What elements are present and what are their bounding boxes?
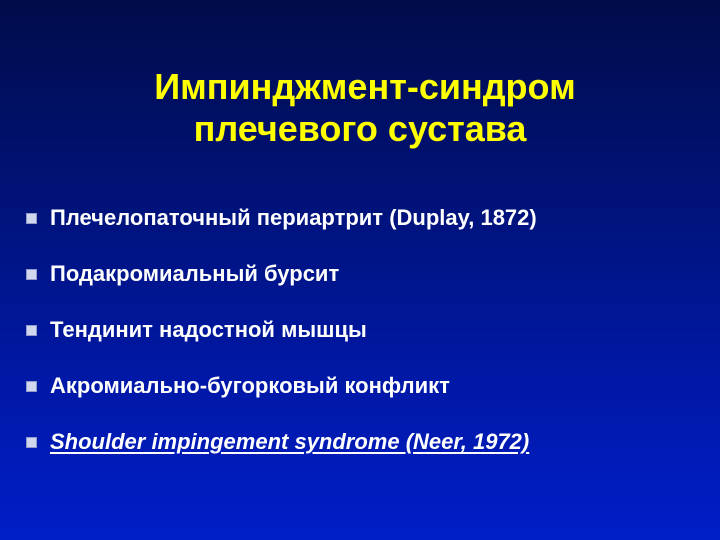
slide-title (0, 66, 720, 150)
square-bullet-icon (26, 381, 37, 392)
bullet-item-tendinitis (26, 302, 716, 358)
bullet-item-neer[interactable] (26, 414, 716, 470)
bullet-item-bursitis (26, 246, 716, 302)
bullet-list (26, 190, 716, 470)
bullet-text: Тендинит надостной мышцы (50, 317, 367, 342)
bullet-text: Акромиально-бугорковый конфликт (50, 373, 450, 398)
slide-title-line-2: плечевого сустава (193, 108, 527, 149)
bullet-item-conflict (26, 358, 716, 414)
bullet-item-duplay (26, 190, 716, 246)
square-bullet-icon (26, 269, 37, 280)
bullet-link-text[interactable]: Shoulder impingement syndrome (Neer, 1972) (50, 429, 530, 454)
square-bullet-icon (26, 325, 37, 336)
slide-title-line-1: Импинджмент-синдром (154, 66, 576, 107)
square-bullet-icon (26, 437, 37, 448)
bullet-text: Плечелопаточный периартрит (Duplay, 1872) (50, 205, 537, 230)
bullet-text: Подакромиальный бурсит (50, 261, 340, 286)
square-bullet-icon (26, 213, 37, 224)
